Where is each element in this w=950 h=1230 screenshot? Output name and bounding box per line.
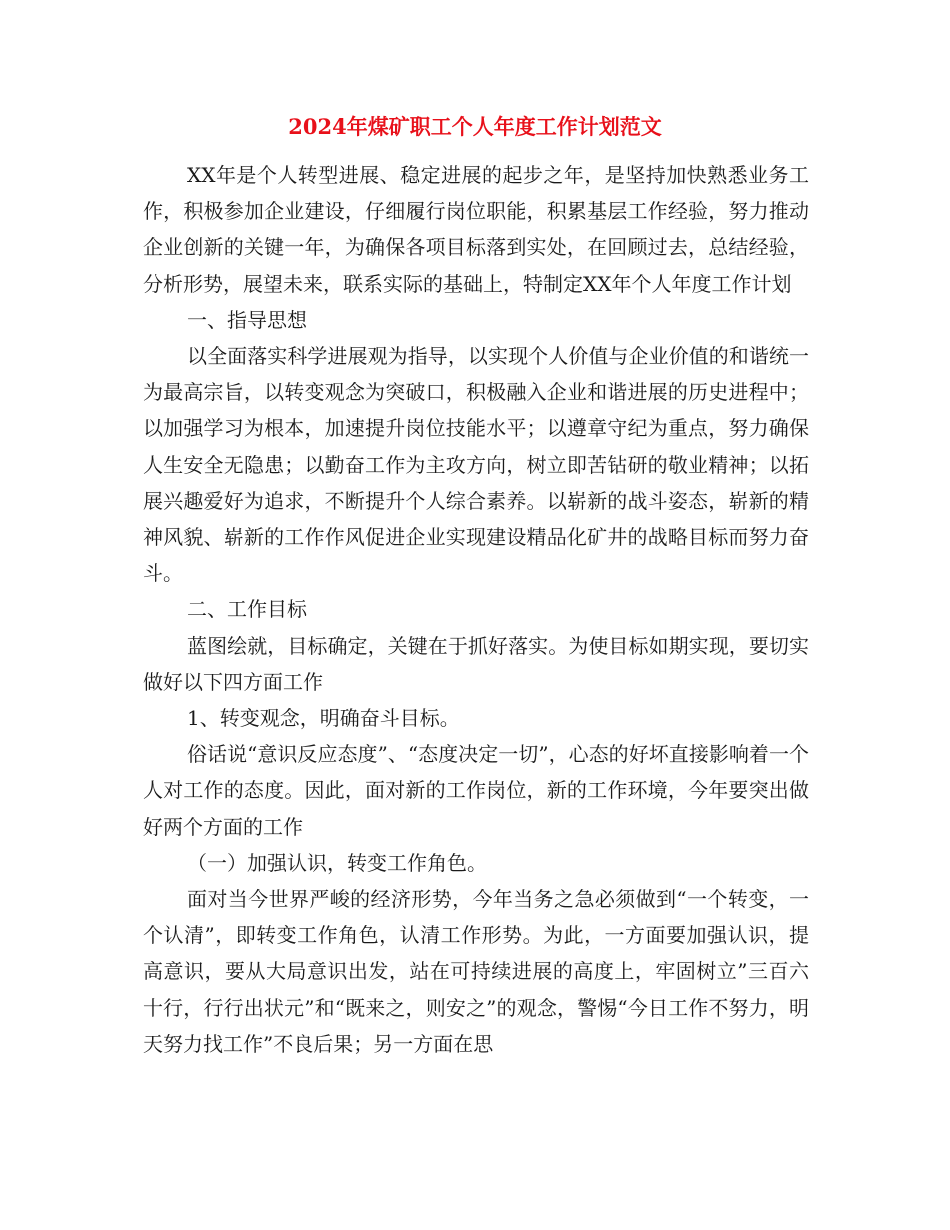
subsection-heading-a: （一）加强认识，转变工作角色。	[187, 850, 487, 875]
guiding-thought-paragraph: 以全面落实科学进展观为指导，以实现个人价值与企业价值的和谐统一为最高宗旨，以转变观念为突破口，积极融入企业和谐进展的历史进程中；以加强学习为根本，加速提升岗位技能水平；以遵章守纪为重点，努力确保人生安全无隐患；以勤奋工作为主攻方向，树立即苦钻研的敬业精神；以拓展兴趣爱好为追求，不断提升个人综合素养。以崭新的战斗姿态，崭新的精神风貌、崭新的工作作风促进企业实现建设精品化矿井的战略目标而努力奋斗。	[143, 344, 809, 586]
subsection-heading-1: 1、转变观念，明确奋斗目标。	[187, 706, 460, 731]
document-title: 2024年煤矿职工个人年度工作计划范文	[288, 114, 662, 139]
intro-paragraph: XX年是个人转型进展、稳定进展的起步之年，是坚持加快熟悉业务工作，积极参加企业建设，仔细履行岗位职能，积累基层工作经验，努力推动企业创新的关键一年，为确保各项目标落到实处，在回顾过去，总结经验，分析形势，展望未来，联系实际的基础上，特制定XX年个人年度工作计划	[143, 163, 809, 296]
section-heading-work-goals: 二、工作目标	[187, 597, 307, 622]
work-goals-paragraph: 蓝图绘就，目标确定，关键在于抓好落实。为使目标如期实现，要切实做好以下四方面工作	[143, 633, 809, 694]
section-heading-guiding-thought: 一、指导思想	[187, 307, 307, 332]
attitude-paragraph: 俗话说“意识反应态度”、“态度决定一切”，心态的好坏直接影响着一个人对工作的态度。因此，面对新的工作岗位，新的工作环境，今年要突出做好两个方面的工作	[143, 742, 809, 839]
role-change-paragraph: 面对当今世界严峻的经济形势，今年当务之急必须做到“一个转变，一个认清”，即转变工作角色，认清工作形势。为此，一方面要加强认识，提高意识，要从大局意识出发，站在可持续进展的高度上，牢固树立”三百六十行，行行出状元”和“既来之，则安之”的观念，警惕“今日工作不努力，明天努力找工作”不良后果；另一方面在思	[143, 887, 809, 1056]
document-body	[143, 157, 809, 1062]
